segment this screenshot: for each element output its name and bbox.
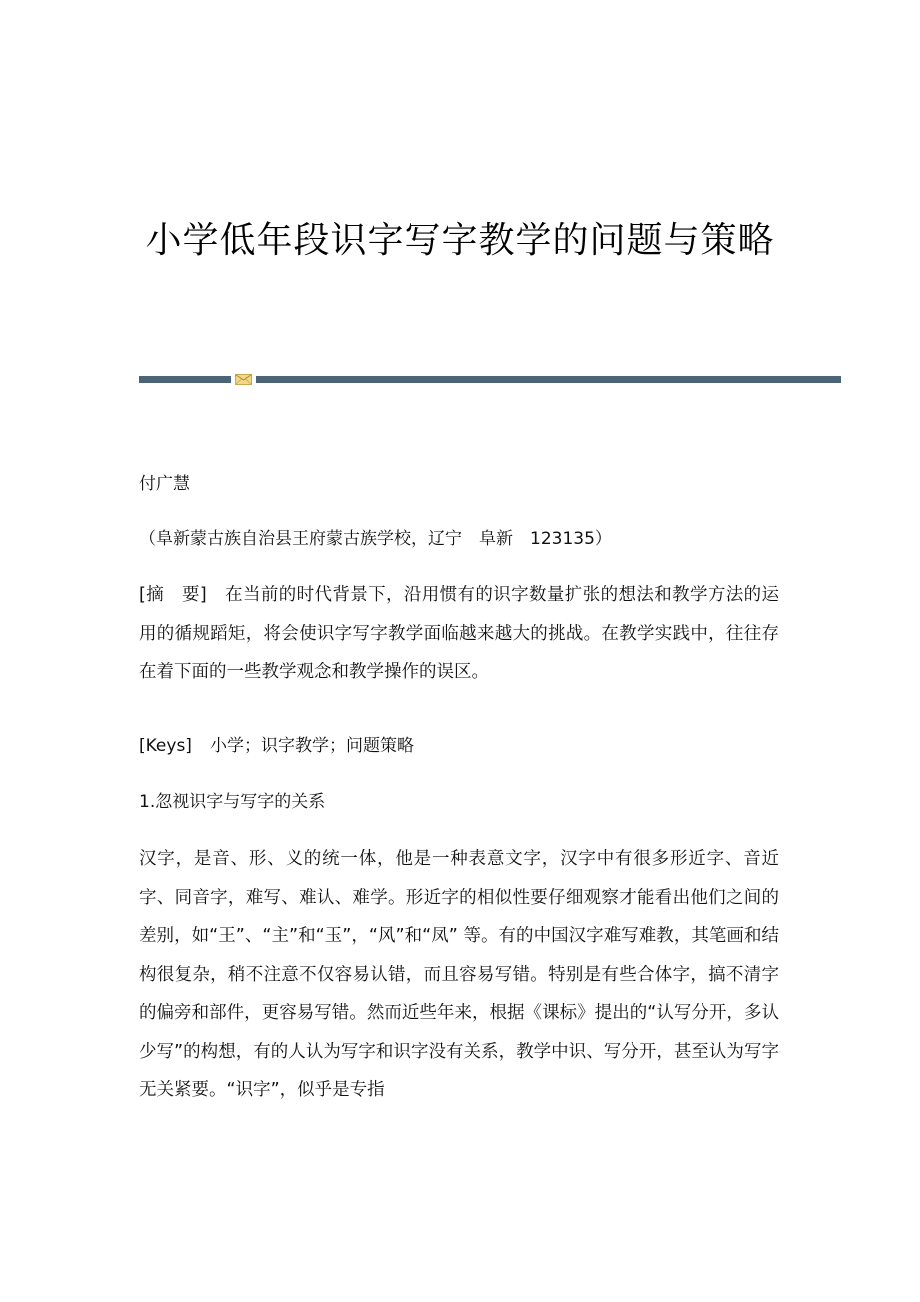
envelope-icon <box>235 374 252 385</box>
page-title: 小学低年段识字写字教学的问题与策略 <box>145 220 775 261</box>
section-heading: 1.忽视识字与写字的关系 <box>139 792 326 812</box>
author-affiliation: （阜新蒙古族自治县王府蒙古族学校，辽宁 阜新 123135） <box>139 529 612 549</box>
author-name: 付广慧 <box>139 474 190 494</box>
section-paragraph: 汉字，是音、形、义的统一体，他是一种表意文字，汉字中有很多形近字、音近字、同音字，难写、难认、难学。形近字的相似性要仔细观察才能看出他们之间的差别，如“王”、“主”和“玉”，“风”和“凤” 等。有的中国汉字难写难教，其笔画和结构很复杂，稍不注意不仅容易认错，而且容易写错。特别是有些合体字，搞不清字的偏旁和部件，更容易写错。然而近些年来，根据《课标》提出的“认写分开，多认少写”的构想，有的人认为写字和识字没有关系，教学中识、写分开，甚至认为写字无关紧要。“识字”，似乎是专指 <box>139 849 779 1100</box>
abstract-label: [摘 要] <box>139 585 207 605</box>
abstract-text: 在当前的时代背景下，沿用惯有的识字数量扩张的想法和教学方法的运用的循规蹈矩，将会使识字写字教学面临越来越大的挑战。在教学实践中，往往存在着下面的一些教学观念和教学操作的误区。 <box>139 585 780 682</box>
keywords-text: 小学；识字教学；问题策略 <box>209 736 414 756</box>
keywords <box>139 732 414 760</box>
title-divider <box>139 374 841 384</box>
divider-bar-right <box>256 376 841 383</box>
keywords-label: [Keys] <box>139 736 192 756</box>
divider-bar-left <box>139 376 231 383</box>
abstract <box>139 576 779 692</box>
